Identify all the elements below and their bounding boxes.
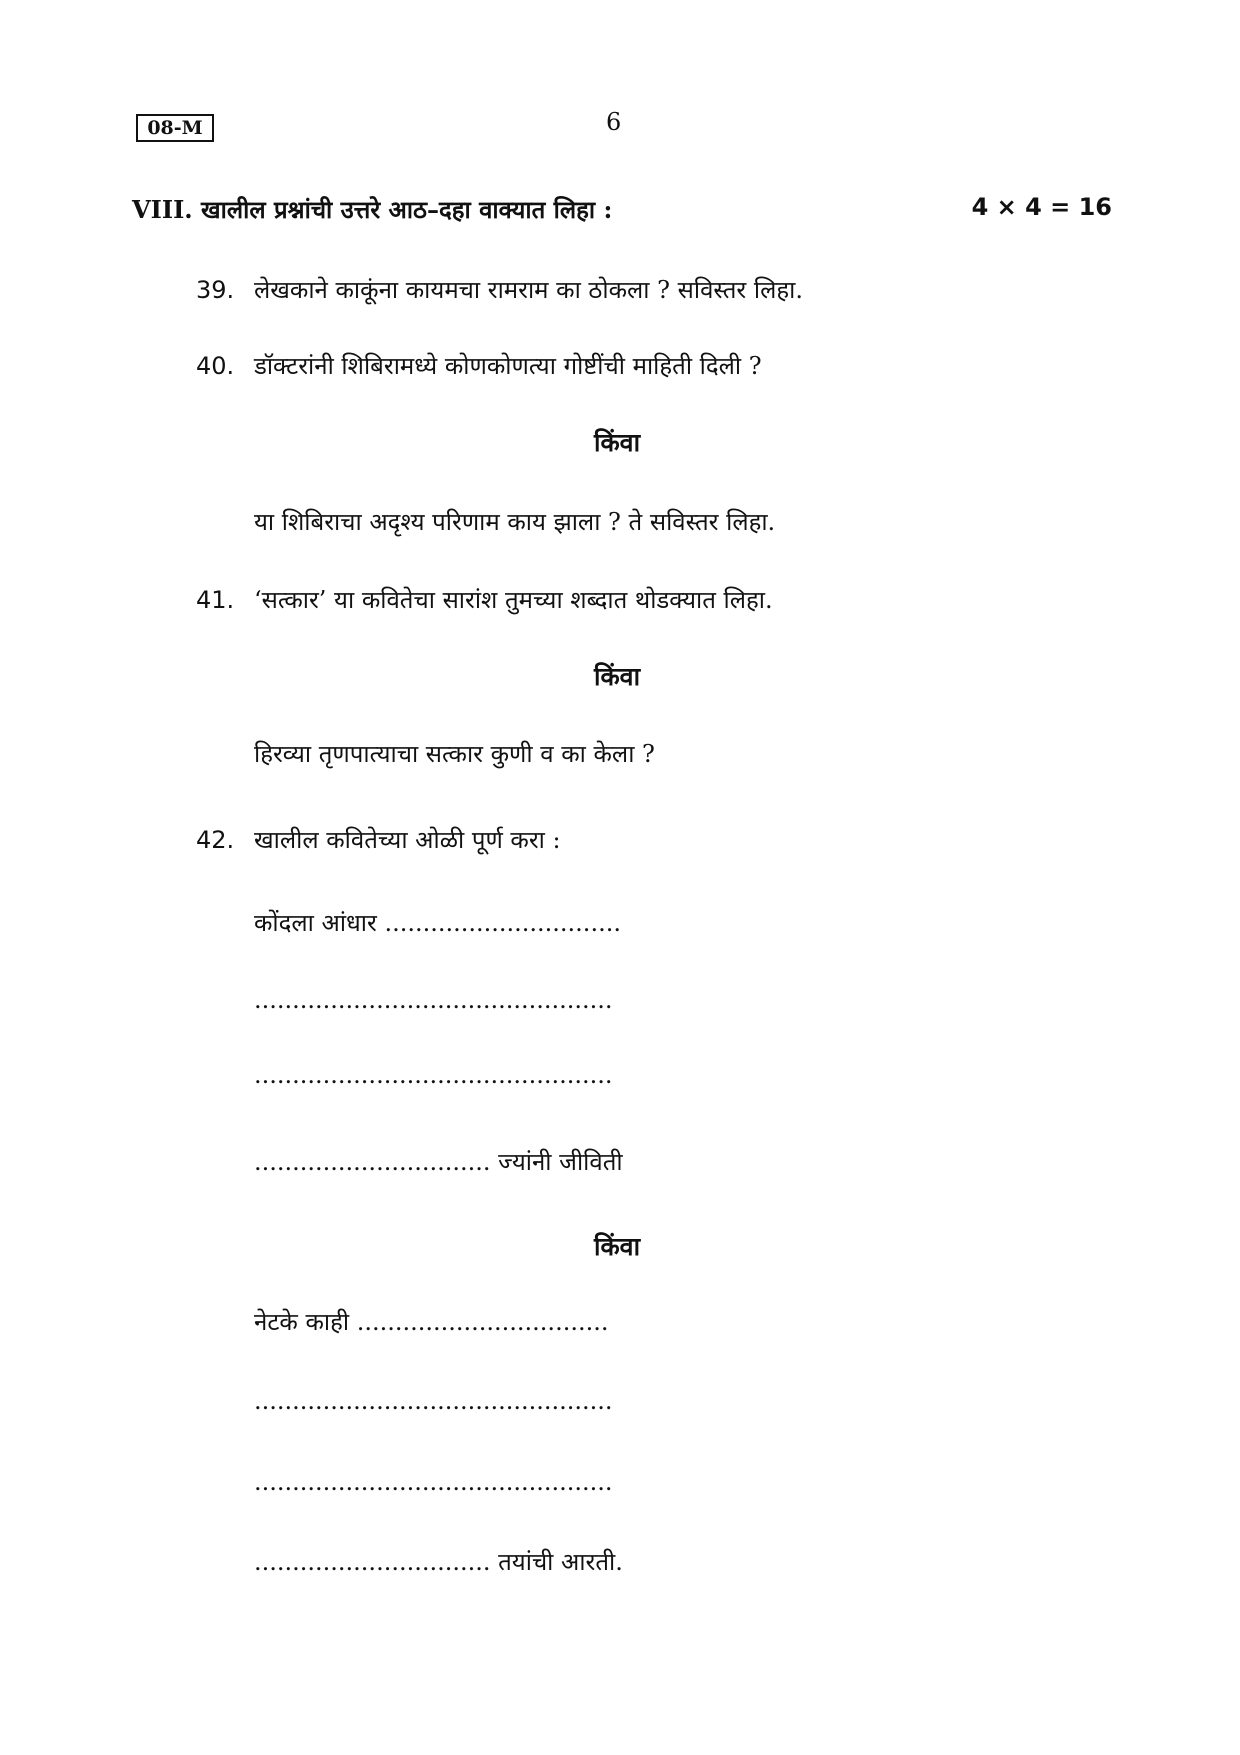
question-number: 40. — [196, 352, 235, 380]
poem-b-line-4: ............................... तयांची आरती. — [254, 1548, 623, 1576]
question-text: लेखकाने काकूंना कायमचा रामराम का ठोकला ? सविस्तर लिहा. — [254, 276, 803, 304]
poem-b-line-1: नेटके काही ................................. — [254, 1308, 609, 1336]
or-divider: किंवा — [594, 1232, 641, 1261]
question-text: डॉक्टरांनी शिबिरामध्ये कोणकोणत्या गोष्टींची माहिती दिली ? — [254, 352, 762, 380]
poem-a-line-2: ............................................... — [254, 986, 613, 1014]
question-41 — [196, 583, 773, 616]
poem-b-line-2: ............................................... — [254, 1387, 613, 1415]
poem-a-line-4: ............................... ज्यांनी जीविती — [254, 1148, 623, 1176]
question-40 — [196, 349, 762, 382]
page-number: 6 — [606, 108, 622, 136]
question-text: खालील कवितेच्या ओळी पूर्ण करा : — [254, 826, 561, 854]
question-42 — [196, 823, 561, 856]
or-divider: किंवा — [594, 428, 641, 457]
question-number: 42. — [196, 826, 235, 854]
poem-a-line-3: ............................................... — [254, 1061, 613, 1089]
section-heading: VIII. खालील प्रश्नांची उत्तरे आठ–दहा वाक्यात लिहा : — [132, 195, 613, 224]
question-text: ‘सत्कार’ या कवितेचा सारांश तुमच्या शब्दात थोडक्यात लिहा. — [254, 586, 773, 614]
question-number: 41. — [196, 586, 235, 614]
question-number: 39. — [196, 276, 235, 304]
poem-a-line-1: कोंदला आंधार ............................... — [254, 909, 621, 937]
alternative-question-41: हिरव्या तृणपात्याचा सत्कार कुणी व का केला ? — [254, 740, 655, 768]
alternative-question-40: या शिबिराचा अदृश्य परिणाम काय झाला ? ते सविस्तर लिहा. — [254, 508, 776, 536]
poem-b-line-3: ............................................... — [254, 1468, 613, 1496]
or-divider: किंवा — [594, 662, 641, 691]
section-marks: 4 × 4 = 16 — [971, 193, 1112, 221]
question-39 — [196, 273, 803, 306]
paper-code-badge: 08-M — [136, 114, 214, 142]
